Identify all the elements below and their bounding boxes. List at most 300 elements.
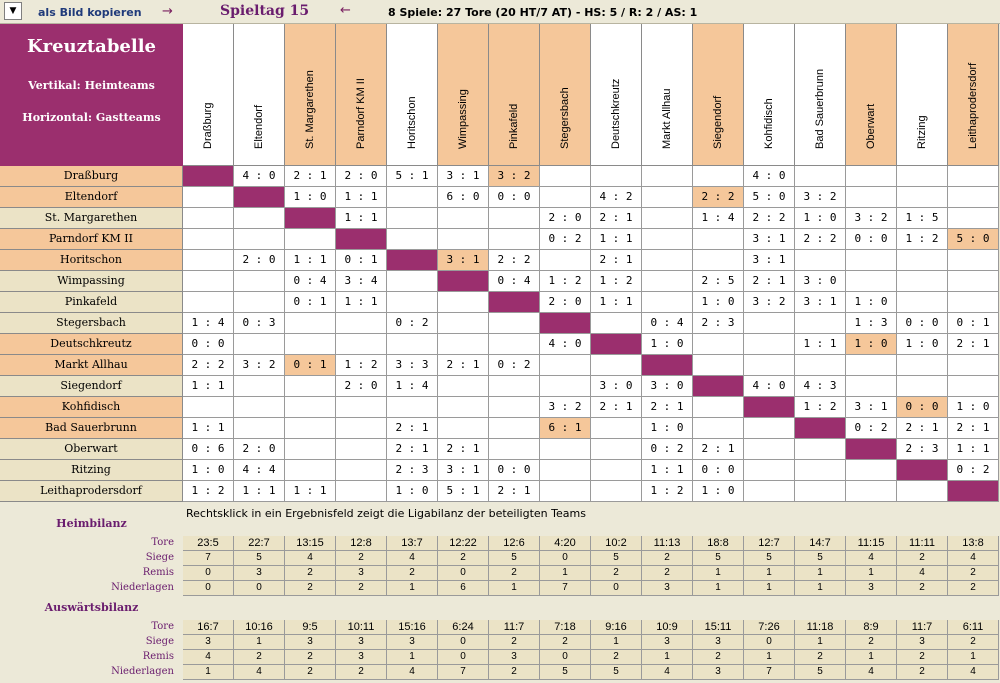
result-cell[interactable]: 3 : 3 (387, 355, 438, 376)
result-cell[interactable]: 1 : 2 (591, 271, 642, 292)
result-cell[interactable] (285, 334, 336, 355)
result-cell[interactable]: 0 : 0 (897, 397, 948, 418)
result-cell[interactable]: 3 : 1 (438, 250, 489, 271)
result-cell[interactable] (795, 166, 846, 187)
result-cell[interactable] (591, 166, 642, 187)
result-cell[interactable] (234, 229, 285, 250)
result-cell[interactable]: 0 : 6 (183, 439, 234, 460)
stat-cell: 4 (387, 665, 438, 680)
result-cell[interactable]: 1 : 2 (642, 481, 693, 502)
result-cell[interactable]: 3 : 2 (846, 208, 897, 229)
stat-cell: 6:11 (948, 620, 999, 635)
result-cell[interactable]: 1 : 0 (948, 397, 999, 418)
result-cell[interactable]: 0 : 0 (183, 334, 234, 355)
result-cell[interactable]: 0 : 2 (540, 229, 591, 250)
row-header: St. Margarethen (0, 208, 183, 229)
result-cell[interactable]: 2 : 1 (387, 439, 438, 460)
result-cell[interactable] (234, 271, 285, 292)
column-header-label: Draßburg (202, 102, 214, 149)
result-cell[interactable] (438, 418, 489, 439)
section-title: Heimbilanz (56, 517, 127, 530)
result-cell[interactable]: 2 : 0 (540, 208, 591, 229)
result-cell[interactable]: 1 : 1 (183, 418, 234, 439)
result-cell[interactable]: 1 : 5 (897, 208, 948, 229)
result-cell[interactable]: 4 : 2 (591, 187, 642, 208)
result-cell[interactable]: 0 : 0 (897, 313, 948, 334)
stat-cell: 1 (693, 581, 744, 596)
result-cell[interactable]: 1 : 2 (336, 355, 387, 376)
arrow-left-icon[interactable]: ← (340, 3, 351, 18)
result-cell[interactable]: 2 : 1 (744, 271, 795, 292)
column-header (591, 24, 642, 166)
result-cell[interactable] (489, 208, 540, 229)
result-cell[interactable] (642, 271, 693, 292)
result-cell[interactable]: 2 : 1 (693, 439, 744, 460)
result-cell[interactable] (387, 229, 438, 250)
result-cell[interactable]: 3 : 2 (234, 355, 285, 376)
arrow-right-icon[interactable]: → (162, 4, 173, 19)
column-header-label: Markt Allhau (661, 88, 673, 149)
result-cell[interactable]: 2 : 1 (897, 418, 948, 439)
result-cell[interactable] (744, 334, 795, 355)
result-cell[interactable] (438, 208, 489, 229)
stat-cell: 3 (234, 566, 285, 581)
result-cell[interactable] (234, 334, 285, 355)
result-cell[interactable] (234, 376, 285, 397)
result-cell[interactable]: 1 : 2 (897, 229, 948, 250)
result-cell[interactable]: 1 : 0 (285, 187, 336, 208)
result-cell[interactable]: 3 : 1 (795, 292, 846, 313)
result-cell[interactable]: 1 : 1 (336, 187, 387, 208)
result-cell[interactable] (540, 439, 591, 460)
result-cell[interactable] (438, 397, 489, 418)
result-cell[interactable]: 0 : 4 (642, 313, 693, 334)
result-cell[interactable] (438, 334, 489, 355)
result-cell[interactable] (846, 166, 897, 187)
result-cell[interactable]: 1 : 1 (336, 208, 387, 229)
result-cell[interactable] (387, 208, 438, 229)
column-header (438, 24, 489, 166)
result-cell[interactable]: 2 : 2 (795, 229, 846, 250)
result-cell[interactable] (336, 397, 387, 418)
result-cell[interactable]: 1 : 4 (387, 376, 438, 397)
result-cell[interactable] (540, 355, 591, 376)
result-cell[interactable] (591, 313, 642, 334)
result-cell[interactable] (795, 460, 846, 481)
result-cell[interactable] (897, 292, 948, 313)
result-cell[interactable]: 1 : 2 (795, 397, 846, 418)
result-cell[interactable]: 3 : 1 (438, 166, 489, 187)
result-cell[interactable] (183, 292, 234, 313)
result-cell[interactable]: 1 : 0 (387, 481, 438, 502)
result-cell[interactable]: 2 : 3 (387, 460, 438, 481)
result-cell[interactable] (897, 250, 948, 271)
result-cell[interactable]: 2 : 0 (540, 292, 591, 313)
result-cell[interactable] (387, 292, 438, 313)
result-cell[interactable] (285, 313, 336, 334)
stat-cell: 11:18 (795, 620, 846, 635)
result-cell[interactable]: 2 : 1 (285, 166, 336, 187)
result-cell[interactable]: 1 : 1 (285, 250, 336, 271)
stat-cell: 12:6 (489, 536, 540, 551)
column-header (897, 24, 948, 166)
result-cell[interactable]: 4 : 0 (234, 166, 285, 187)
result-cell[interactable] (438, 292, 489, 313)
result-cell[interactable]: 2 : 1 (591, 397, 642, 418)
result-cell[interactable] (438, 376, 489, 397)
result-cell[interactable] (846, 376, 897, 397)
result-cell[interactable]: 3 : 1 (744, 229, 795, 250)
result-cell[interactable] (438, 313, 489, 334)
stat-label: Remis (142, 567, 174, 578)
stat-cell: 3 (183, 635, 234, 650)
result-cell[interactable]: 0 : 2 (948, 460, 999, 481)
result-cell[interactable] (948, 166, 999, 187)
result-cell[interactable] (693, 418, 744, 439)
result-cell[interactable]: 2 : 1 (438, 439, 489, 460)
stat-cell: 2 (387, 566, 438, 581)
result-cell[interactable]: 1 : 1 (336, 292, 387, 313)
result-cell[interactable]: 1 : 0 (846, 334, 897, 355)
stat-label: Tore (151, 537, 174, 548)
result-cell[interactable] (744, 313, 795, 334)
stat-cell: 0 (438, 650, 489, 665)
result-cell[interactable]: 3 : 2 (540, 397, 591, 418)
result-cell[interactable]: 1 : 1 (285, 481, 336, 502)
stat-cell: 3 (897, 635, 948, 650)
result-cell[interactable] (897, 187, 948, 208)
result-cell[interactable] (438, 229, 489, 250)
result-cell[interactable] (642, 292, 693, 313)
result-cell[interactable] (285, 229, 336, 250)
result-cell[interactable] (642, 250, 693, 271)
result-cell[interactable] (948, 271, 999, 292)
result-cell[interactable]: 0 : 2 (642, 439, 693, 460)
result-cell[interactable]: 0 : 0 (846, 229, 897, 250)
result-cell[interactable] (846, 355, 897, 376)
result-cell[interactable]: 2 : 0 (234, 439, 285, 460)
result-cell[interactable]: 5 : 1 (387, 166, 438, 187)
stat-cell: 3 (387, 635, 438, 650)
result-cell[interactable]: 1 : 2 (183, 481, 234, 502)
result-cell[interactable]: 0 : 1 (285, 292, 336, 313)
result-cell[interactable] (489, 313, 540, 334)
result-cell[interactable]: 3 : 1 (846, 397, 897, 418)
result-cell[interactable]: 3 : 1 (744, 250, 795, 271)
result-cell[interactable]: 3 : 0 (795, 271, 846, 292)
stat-label: Siege (145, 552, 174, 563)
result-cell[interactable]: 3 : 2 (795, 187, 846, 208)
result-cell[interactable]: 0 : 1 (948, 313, 999, 334)
result-cell[interactable]: 4 : 0 (744, 376, 795, 397)
result-cell[interactable] (336, 313, 387, 334)
result-cell[interactable]: 2 : 1 (948, 418, 999, 439)
result-cell[interactable]: 1 : 1 (234, 481, 285, 502)
result-cell[interactable]: 3 : 0 (642, 376, 693, 397)
result-cell[interactable]: 1 : 4 (183, 313, 234, 334)
result-cell[interactable] (897, 166, 948, 187)
stat-cell: 0 (540, 650, 591, 665)
result-cell[interactable] (642, 208, 693, 229)
diagonal-cell (948, 481, 999, 502)
result-cell[interactable]: 2 : 3 (693, 313, 744, 334)
stat-cell: 4 (846, 551, 897, 566)
result-cell[interactable] (489, 439, 540, 460)
diagonal-cell (693, 376, 744, 397)
result-cell[interactable] (387, 397, 438, 418)
result-cell[interactable]: 0 : 0 (489, 460, 540, 481)
result-cell[interactable] (948, 208, 999, 229)
result-cell[interactable] (846, 460, 897, 481)
result-cell[interactable]: 5 : 0 (744, 187, 795, 208)
result-cell[interactable] (693, 397, 744, 418)
result-cell[interactable] (285, 439, 336, 460)
result-cell[interactable]: 1 : 1 (795, 334, 846, 355)
result-cell[interactable]: 0 : 4 (285, 271, 336, 292)
result-cell[interactable]: 2 : 1 (438, 355, 489, 376)
result-cell[interactable] (591, 439, 642, 460)
result-cell[interactable] (183, 250, 234, 271)
result-cell[interactable] (795, 481, 846, 502)
result-cell[interactable]: 2 : 2 (489, 250, 540, 271)
result-cell[interactable] (693, 229, 744, 250)
result-cell[interactable]: 2 : 1 (948, 334, 999, 355)
result-cell[interactable] (336, 460, 387, 481)
result-cell[interactable]: 1 : 0 (693, 292, 744, 313)
result-cell[interactable] (234, 292, 285, 313)
stat-cell: 3 (489, 650, 540, 665)
column-header-label: Horitschon (406, 96, 418, 149)
result-cell[interactable]: 0 : 2 (846, 418, 897, 439)
result-cell[interactable]: 0 : 4 (489, 271, 540, 292)
stat-cell: 2 (948, 635, 999, 650)
result-cell[interactable]: 2 : 1 (387, 418, 438, 439)
result-cell[interactable]: 0 : 1 (285, 355, 336, 376)
result-cell[interactable]: 2 : 2 (693, 187, 744, 208)
stat-cell: 5 (540, 665, 591, 680)
result-cell[interactable]: 2 : 0 (336, 376, 387, 397)
result-cell[interactable]: 2 : 2 (744, 208, 795, 229)
result-cell[interactable]: 3 : 0 (591, 376, 642, 397)
result-cell[interactable]: 6 : 1 (540, 418, 591, 439)
result-cell[interactable] (336, 418, 387, 439)
result-cell[interactable] (387, 271, 438, 292)
stat-cell: 7 (183, 551, 234, 566)
result-cell[interactable] (540, 187, 591, 208)
column-header (183, 24, 234, 166)
result-cell[interactable]: 1 : 1 (591, 292, 642, 313)
result-cell[interactable] (846, 271, 897, 292)
stat-cell: 4:20 (540, 536, 591, 551)
result-cell[interactable]: 3 : 2 (744, 292, 795, 313)
result-cell[interactable] (795, 439, 846, 460)
column-header (336, 24, 387, 166)
stat-cell: 2 (285, 650, 336, 665)
result-cell[interactable] (234, 208, 285, 229)
stat-cell: 13:7 (387, 536, 438, 551)
stat-cell: 2 (642, 551, 693, 566)
result-cell[interactable] (693, 334, 744, 355)
diagonal-cell (540, 313, 591, 334)
stat-cell: 10:11 (336, 620, 387, 635)
result-cell[interactable] (489, 418, 540, 439)
result-cell[interactable] (336, 439, 387, 460)
result-cell[interactable] (795, 313, 846, 334)
result-cell[interactable] (285, 460, 336, 481)
result-cell[interactable] (744, 481, 795, 502)
result-cell[interactable]: 1 : 2 (540, 271, 591, 292)
result-cell[interactable]: 2 : 1 (642, 397, 693, 418)
result-cell[interactable] (336, 334, 387, 355)
result-cell[interactable]: 2 : 0 (234, 250, 285, 271)
result-cell[interactable]: 0 : 2 (387, 313, 438, 334)
result-cell[interactable] (285, 376, 336, 397)
result-cell[interactable] (183, 271, 234, 292)
result-cell[interactable] (540, 481, 591, 502)
result-cell[interactable] (591, 460, 642, 481)
result-cell[interactable] (183, 208, 234, 229)
result-cell[interactable]: 1 : 0 (693, 481, 744, 502)
result-cell[interactable] (285, 418, 336, 439)
result-cell[interactable]: 4 : 0 (744, 166, 795, 187)
result-cell[interactable] (183, 187, 234, 208)
column-header-label: Deutschkreutz (610, 78, 622, 149)
result-cell[interactable] (897, 355, 948, 376)
stat-cell: 1 (795, 566, 846, 581)
result-cell[interactable]: 0 : 2 (489, 355, 540, 376)
stat-cell: 1 (744, 581, 795, 596)
result-cell[interactable]: 0 : 3 (234, 313, 285, 334)
result-cell[interactable] (897, 376, 948, 397)
result-cell[interactable] (897, 481, 948, 502)
result-cell[interactable] (744, 355, 795, 376)
result-cell[interactable]: 2 : 0 (336, 166, 387, 187)
stat-cell: 11:11 (897, 536, 948, 551)
result-cell[interactable]: 1 : 1 (183, 376, 234, 397)
result-cell[interactable]: 1 : 0 (846, 292, 897, 313)
result-cell[interactable] (387, 187, 438, 208)
stat-cell: 4 (642, 665, 693, 680)
result-cell[interactable] (489, 397, 540, 418)
result-cell[interactable]: 2 : 1 (591, 250, 642, 271)
result-cell[interactable] (897, 271, 948, 292)
result-cell[interactable]: 6 : 0 (438, 187, 489, 208)
result-cell[interactable]: 2 : 3 (897, 439, 948, 460)
result-cell[interactable]: 2 : 1 (591, 208, 642, 229)
result-cell[interactable] (489, 376, 540, 397)
result-cell[interactable]: 3 : 1 (438, 460, 489, 481)
result-cell[interactable] (285, 397, 336, 418)
result-cell[interactable] (642, 229, 693, 250)
result-cell[interactable]: 1 : 4 (693, 208, 744, 229)
stat-cell: 9:5 (285, 620, 336, 635)
result-cell[interactable] (540, 250, 591, 271)
result-cell[interactable] (795, 355, 846, 376)
dropdown-button[interactable] (4, 2, 22, 20)
result-cell[interactable] (642, 187, 693, 208)
result-cell[interactable] (693, 355, 744, 376)
result-cell[interactable] (540, 460, 591, 481)
stat-cell: 12:7 (744, 536, 795, 551)
result-cell[interactable]: 1 : 3 (846, 313, 897, 334)
result-cell[interactable] (744, 460, 795, 481)
result-cell[interactable] (591, 418, 642, 439)
row-header: Horitschon (0, 250, 183, 271)
row-header: Eltendorf (0, 187, 183, 208)
result-cell[interactable]: 1 : 0 (642, 334, 693, 355)
result-cell[interactable]: 1 : 1 (642, 460, 693, 481)
result-cell[interactable]: 4 : 3 (795, 376, 846, 397)
result-cell[interactable] (183, 397, 234, 418)
result-cell[interactable] (693, 250, 744, 271)
toolbar (0, 0, 1000, 24)
result-cell[interactable] (795, 250, 846, 271)
row-header: Bad Sauerbrunn (0, 418, 183, 439)
result-cell[interactable] (948, 376, 999, 397)
result-cell[interactable]: 4 : 0 (540, 334, 591, 355)
result-cell[interactable] (744, 418, 795, 439)
stat-cell: 2 (897, 665, 948, 680)
result-cell[interactable] (846, 250, 897, 271)
result-cell[interactable] (234, 418, 285, 439)
result-cell[interactable]: 1 : 0 (642, 418, 693, 439)
result-cell[interactable] (642, 166, 693, 187)
copy-as-image-button[interactable]: als Bild kopieren (38, 6, 142, 19)
result-cell[interactable] (183, 229, 234, 250)
result-cell[interactable] (744, 439, 795, 460)
result-cell[interactable] (948, 355, 999, 376)
result-cell[interactable]: 1 : 1 (948, 439, 999, 460)
result-cell[interactable]: 2 : 2 (183, 355, 234, 376)
result-cell[interactable] (234, 397, 285, 418)
column-header-label: Bad Sauerbrunn (814, 68, 826, 149)
result-cell[interactable]: 3 : 4 (336, 271, 387, 292)
result-cell[interactable] (540, 376, 591, 397)
result-cell[interactable]: 3 : 2 (489, 166, 540, 187)
result-cell[interactable]: 0 : 0 (693, 460, 744, 481)
result-cell[interactable]: 5 : 1 (438, 481, 489, 502)
result-cell[interactable]: 1 : 0 (795, 208, 846, 229)
result-cell[interactable]: 1 : 1 (591, 229, 642, 250)
result-cell[interactable]: 0 : 0 (489, 187, 540, 208)
result-cell[interactable]: 2 : 1 (489, 481, 540, 502)
result-cell[interactable] (693, 166, 744, 187)
result-cell[interactable] (846, 187, 897, 208)
result-cell[interactable] (948, 187, 999, 208)
result-cell[interactable]: 2 : 5 (693, 271, 744, 292)
result-cell[interactable] (948, 250, 999, 271)
diagonal-cell (846, 439, 897, 460)
column-header-label: Siegendorf (712, 95, 724, 149)
result-cell[interactable]: 4 : 4 (234, 460, 285, 481)
result-cell[interactable] (489, 334, 540, 355)
result-cell[interactable] (489, 229, 540, 250)
result-cell[interactable] (591, 481, 642, 502)
result-cell[interactable]: 1 : 0 (183, 460, 234, 481)
stat-cell: 12:8 (336, 536, 387, 551)
result-cell[interactable] (540, 166, 591, 187)
stat-cell: 2 (948, 566, 999, 581)
result-cell[interactable]: 0 : 1 (336, 250, 387, 271)
result-cell[interactable] (948, 292, 999, 313)
result-cell[interactable] (846, 481, 897, 502)
result-cell[interactable] (387, 334, 438, 355)
result-cell[interactable] (591, 355, 642, 376)
column-header (693, 24, 744, 166)
result-cell[interactable]: 1 : 0 (897, 334, 948, 355)
result-cell[interactable]: 5 : 0 (948, 229, 999, 250)
result-cell[interactable] (336, 481, 387, 502)
